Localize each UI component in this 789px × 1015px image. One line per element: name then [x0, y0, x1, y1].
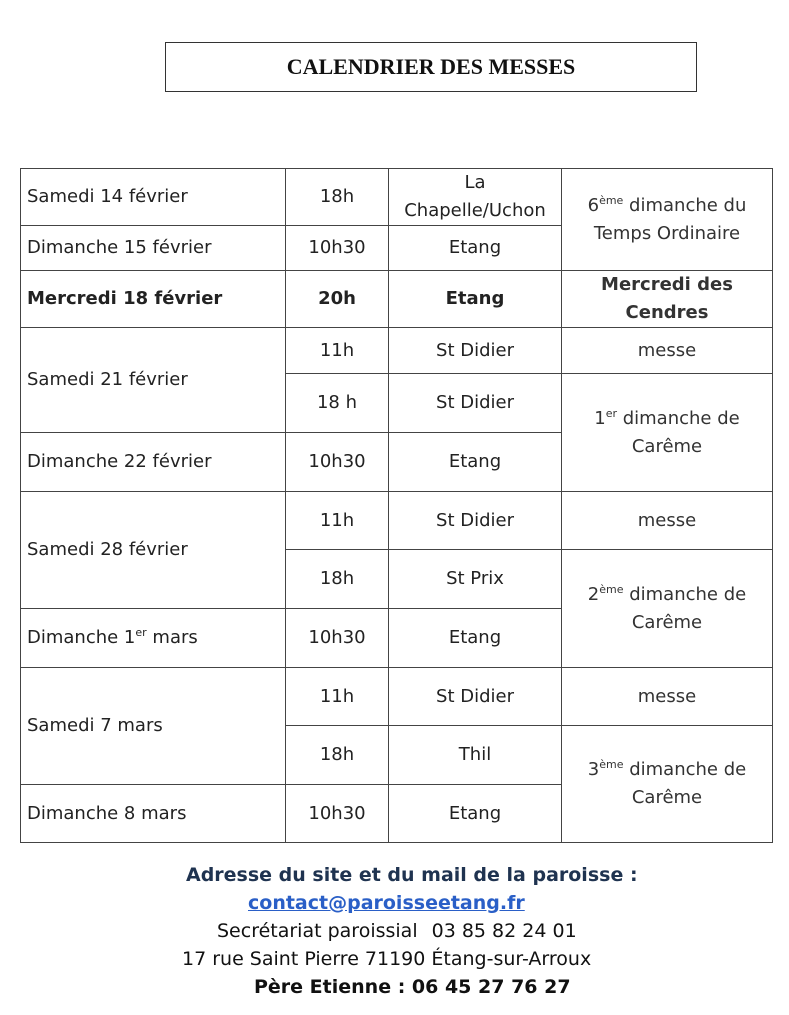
time-cell: 10h30: [286, 226, 389, 271]
date-cell: Dimanche 8 mars: [21, 785, 286, 843]
date-cell: Mercredi 18 février: [21, 271, 286, 328]
liturgy-cell: 1er dimanche de Carême: [562, 374, 773, 492]
place-cell: St Didier: [389, 492, 562, 550]
mass-schedule-table: [20, 168, 773, 843]
contact-heading: Adresse du site et du mail de la paroisse :: [186, 864, 638, 886]
liturgy-cell: Mercredi des Cendres: [562, 271, 773, 328]
place-cell: Etang: [389, 433, 562, 492]
date-cell: Samedi 21 février: [21, 328, 286, 433]
secretariat-phone: 03 85 82 24 01: [431, 920, 577, 942]
table-row: [21, 169, 773, 226]
place-cell: St Didier: [389, 668, 562, 726]
place-cell: St Didier: [389, 328, 562, 374]
place-cell: Thil: [389, 726, 562, 785]
date-cell: Dimanche 1er mars: [21, 609, 286, 668]
place-cell: Etang: [389, 226, 562, 271]
time-cell: 18 h: [286, 374, 389, 433]
page-title: CALENDRIER DES MESSES: [165, 42, 697, 92]
date-cell: Dimanche 22 février: [21, 433, 286, 492]
secretariat-label: Secrétariat paroissial: [217, 920, 418, 942]
email-link[interactable]: contact@paroisseetang.fr: [248, 892, 525, 914]
liturgy-cell: messe: [562, 492, 773, 550]
time-cell: 20h: [286, 271, 389, 328]
place-cell: Etang: [389, 785, 562, 843]
liturgy-cell: messe: [562, 668, 773, 726]
place-cell: Etang: [389, 609, 562, 668]
time-cell: 10h30: [286, 785, 389, 843]
parish-address: 17 rue Saint Pierre 71190 Étang-sur-Arroux: [182, 948, 592, 970]
place-cell: St Prix: [389, 550, 562, 609]
time-cell: 10h30: [286, 433, 389, 492]
date-cell: Dimanche 15 février: [21, 226, 286, 271]
table-row: [21, 328, 773, 374]
table-row: [21, 668, 773, 726]
time-cell: 18h: [286, 169, 389, 226]
liturgy-cell: 3ème dimanche de Carême: [562, 726, 773, 843]
time-cell: 11h: [286, 492, 389, 550]
time-cell: 18h: [286, 550, 389, 609]
date-cell: Samedi 14 février: [21, 169, 286, 226]
date-cell: Samedi 7 mars: [21, 668, 286, 785]
time-cell: 10h30: [286, 609, 389, 668]
priest-phone: Père Etienne : 06 45 27 76 27: [254, 976, 571, 998]
liturgy-cell: messe: [562, 328, 773, 374]
time-cell: 11h: [286, 328, 389, 374]
secretariat-line: [217, 918, 577, 945]
table-row: [21, 492, 773, 550]
table-row: [21, 271, 773, 328]
place-cell: La Chapelle/Uchon: [389, 169, 562, 226]
place-cell: St Didier: [389, 374, 562, 433]
place-cell: Etang: [389, 271, 562, 328]
date-cell: Samedi 28 février: [21, 492, 286, 609]
liturgy-cell: 6ème dimanche du Temps Ordinaire: [562, 169, 773, 271]
time-cell: 11h: [286, 668, 389, 726]
liturgy-cell: 2ème dimanche de Carême: [562, 550, 773, 668]
time-cell: 18h: [286, 726, 389, 785]
